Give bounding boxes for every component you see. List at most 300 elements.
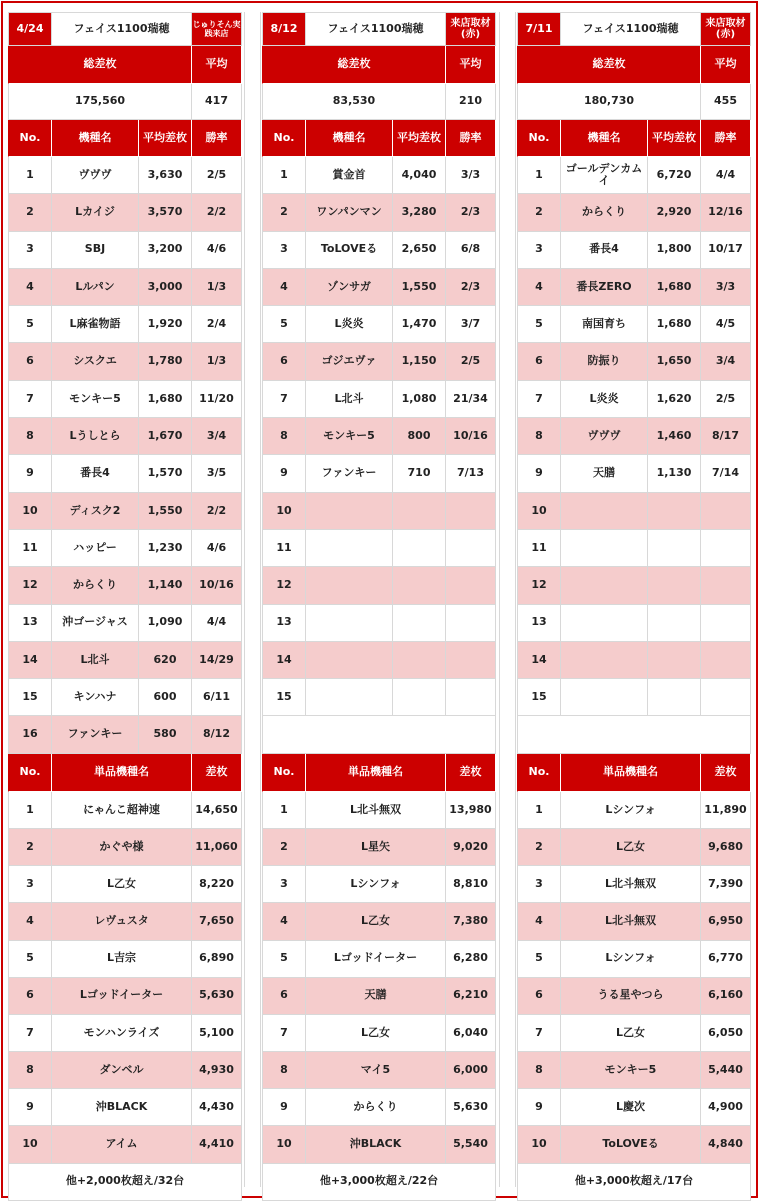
row-avg-diff: 1,670 (139, 418, 192, 455)
table-row (8, 343, 242, 380)
row-no: 6 (8, 343, 52, 380)
single-row (262, 941, 496, 978)
single-row (262, 903, 496, 940)
row-win-rate: 3/5 (192, 455, 242, 492)
row-avg-diff: 3,200 (139, 232, 192, 269)
summary-header-average: 平均 (446, 46, 496, 84)
row-win-rate: 2/3 (446, 269, 496, 306)
row-single-machine: かぐや様 (52, 829, 192, 866)
table-row (262, 269, 496, 306)
row-avg-diff: 1,080 (393, 381, 446, 418)
row-single-machine: モンハンライズ (52, 1015, 192, 1052)
row-machine-name: SBJ (52, 232, 139, 269)
row-single-machine: モンキー5 (561, 1052, 701, 1089)
single-row (517, 1052, 751, 1089)
header-avg-diff: 平均差枚 (139, 120, 192, 157)
row-no: 6 (8, 978, 52, 1015)
row-machine-name: シスクエ (52, 343, 139, 380)
row-win-rate (446, 493, 496, 530)
summary-header-row (8, 46, 242, 84)
row-no: 10 (8, 493, 52, 530)
single-row (8, 792, 242, 829)
single-row (517, 978, 751, 1015)
header-diff: 差枚 (192, 754, 242, 792)
row-diff: 5,630 (192, 978, 242, 1015)
row-no: 2 (262, 829, 306, 866)
row-no: 1 (517, 157, 561, 194)
row-no: 8 (262, 418, 306, 455)
row-no: 9 (517, 1089, 561, 1126)
row-machine-name: 番長ZERO (561, 269, 648, 306)
row-no: 1 (517, 792, 561, 829)
row-no: 7 (262, 381, 306, 418)
row-win-rate: 1/3 (192, 343, 242, 380)
single-row (262, 1015, 496, 1052)
table-row (8, 493, 242, 530)
average-value: 455 (701, 84, 751, 120)
header-win-rate: 勝率 (446, 120, 496, 157)
row-single-machine: アイム (52, 1126, 192, 1163)
row-win-rate: 4/6 (192, 530, 242, 567)
single-row (8, 866, 242, 903)
row-diff: 4,430 (192, 1089, 242, 1126)
row-no: 9 (8, 1089, 52, 1126)
row-avg-diff: 580 (139, 716, 192, 753)
row-avg-diff: 1,570 (139, 455, 192, 492)
table-row (8, 418, 242, 455)
table-row (8, 679, 242, 716)
row-avg-diff: 1,680 (139, 381, 192, 418)
table-row (8, 455, 242, 492)
row-win-rate (446, 530, 496, 567)
row-diff: 7,650 (192, 903, 242, 940)
table-row (517, 493, 751, 530)
row-diff: 5,100 (192, 1015, 242, 1052)
date-label: 7/11 (517, 12, 561, 46)
row-win-rate: 6/11 (192, 679, 242, 716)
single-row (517, 829, 751, 866)
row-diff: 6,040 (446, 1015, 496, 1052)
average-value: 210 (446, 84, 496, 120)
row-no: 4 (517, 269, 561, 306)
table-row (8, 306, 242, 343)
table-row (517, 679, 751, 716)
row-avg-diff (393, 567, 446, 604)
single-row (8, 829, 242, 866)
row-diff: 4,930 (192, 1052, 242, 1089)
row-diff: 8,220 (192, 866, 242, 903)
row-no: 4 (8, 903, 52, 940)
row-win-rate (701, 679, 751, 716)
header-win-rate: 勝率 (192, 120, 242, 157)
panel-title-row (517, 12, 751, 46)
row-win-rate: 8/12 (192, 716, 242, 753)
row-machine-name (561, 605, 648, 642)
row-win-rate (446, 567, 496, 604)
single-row (262, 792, 496, 829)
table-row (517, 306, 751, 343)
row-win-rate: 10/16 (446, 418, 496, 455)
row-no: 13 (517, 605, 561, 642)
row-avg-diff: 620 (139, 642, 192, 679)
row-diff: 11,060 (192, 829, 242, 866)
row-machine-name: ディスク2 (52, 493, 139, 530)
row-diff: 13,980 (446, 792, 496, 829)
table-row (517, 232, 751, 269)
row-machine-name: ヴヴヴ (52, 157, 139, 194)
footer-note: 他+3,000枚超え/17台 (517, 1164, 751, 1201)
row-no: 12 (517, 567, 561, 604)
row-no: 5 (8, 306, 52, 343)
row-win-rate: 2/5 (192, 157, 242, 194)
table-row (517, 605, 751, 642)
header-avg-diff: 平均差枚 (393, 120, 446, 157)
row-diff: 9,680 (701, 829, 751, 866)
row-avg-diff (648, 679, 701, 716)
row-no: 14 (262, 642, 306, 679)
row-diff: 6,210 (446, 978, 496, 1015)
row-avg-diff: 1,150 (393, 343, 446, 380)
header-diff: 差枚 (701, 754, 751, 792)
row-single-machine: うる星やつら (561, 978, 701, 1015)
row-no: 3 (262, 866, 306, 903)
single-row (8, 1015, 242, 1052)
table-row (517, 157, 751, 194)
table-row (517, 269, 751, 306)
table-row (8, 381, 242, 418)
row-win-rate (701, 493, 751, 530)
row-no: 2 (8, 194, 52, 231)
table-row (262, 493, 496, 530)
table-row (8, 716, 242, 753)
row-avg-diff: 1,780 (139, 343, 192, 380)
row-avg-diff: 1,090 (139, 605, 192, 642)
single-row (262, 829, 496, 866)
row-no: 8 (8, 418, 52, 455)
row-no: 1 (8, 157, 52, 194)
header-machine-name: 機種名 (306, 120, 393, 157)
table-row (8, 157, 242, 194)
summary-header-average: 平均 (701, 46, 751, 84)
row-no: 13 (8, 605, 52, 642)
table-row (262, 605, 496, 642)
header-no: No. (517, 754, 561, 792)
row-machine-name: からくり (561, 194, 648, 231)
row-no: 14 (517, 642, 561, 679)
row-single-machine: L星矢 (306, 829, 446, 866)
row-single-machine: L乙女 (561, 1015, 701, 1052)
row-single-machine: からくり (306, 1089, 446, 1126)
table-row (262, 306, 496, 343)
row-machine-name (306, 493, 393, 530)
row-avg-diff: 1,550 (393, 269, 446, 306)
row-machine-name: L北斗 (52, 642, 139, 679)
row-machine-name: ヴヴヴ (561, 418, 648, 455)
table-row (517, 455, 751, 492)
summary-header-total: 総差枚 (262, 46, 446, 84)
row-diff: 6,160 (701, 978, 751, 1015)
header-no: No. (517, 120, 561, 157)
row-avg-diff (648, 605, 701, 642)
row-win-rate (446, 605, 496, 642)
row-avg-diff: 1,230 (139, 530, 192, 567)
header-single-machine: 単品機種名 (52, 754, 192, 792)
row-avg-diff: 3,280 (393, 194, 446, 231)
single-row (262, 1089, 496, 1126)
row-avg-diff: 4,040 (393, 157, 446, 194)
row-win-rate (701, 642, 751, 679)
row-no: 2 (517, 194, 561, 231)
event-tag: じゅりそん実践来店 (192, 12, 242, 46)
row-no: 1 (8, 792, 52, 829)
header-machine-name: 機種名 (52, 120, 139, 157)
panel-1 (8, 12, 242, 1201)
row-avg-diff: 1,680 (648, 269, 701, 306)
table-row (262, 642, 496, 679)
row-no: 6 (517, 343, 561, 380)
row-avg-diff: 3,000 (139, 269, 192, 306)
row-diff: 7,390 (701, 866, 751, 903)
single-row (517, 866, 751, 903)
table-row (8, 642, 242, 679)
row-no: 10 (517, 493, 561, 530)
row-no: 2 (8, 829, 52, 866)
row-no: 13 (262, 605, 306, 642)
row-win-rate: 2/4 (192, 306, 242, 343)
row-avg-diff: 710 (393, 455, 446, 492)
row-machine-name: キンハナ (52, 679, 139, 716)
empty-cell (517, 716, 751, 753)
table-row (262, 157, 496, 194)
row-avg-diff: 1,680 (648, 306, 701, 343)
row-machine-name: L炎炎 (561, 381, 648, 418)
row-no: 10 (262, 1126, 306, 1163)
row-win-rate: 3/7 (446, 306, 496, 343)
row-machine-name (561, 493, 648, 530)
empty-row (517, 716, 751, 753)
table-row (8, 269, 242, 306)
footer-row (262, 1164, 496, 1201)
row-single-machine: L乙女 (52, 866, 192, 903)
row-win-rate: 7/13 (446, 455, 496, 492)
row-win-rate (446, 642, 496, 679)
row-machine-name (306, 530, 393, 567)
row-avg-diff (648, 642, 701, 679)
row-no: 6 (517, 978, 561, 1015)
row-machine-name: L麻雀物語 (52, 306, 139, 343)
row-no: 4 (262, 903, 306, 940)
row-no: 8 (517, 418, 561, 455)
table-row (8, 567, 242, 604)
summary-header-row (517, 46, 751, 84)
row-no: 5 (517, 941, 561, 978)
row-no: 7 (517, 381, 561, 418)
table-row (8, 232, 242, 269)
header-no: No. (262, 754, 306, 792)
row-avg-diff: 1,470 (393, 306, 446, 343)
row-single-machine: L乙女 (561, 829, 701, 866)
row-avg-diff: 2,920 (648, 194, 701, 231)
row-win-rate (701, 530, 751, 567)
row-single-machine: Lシンフォ (306, 866, 446, 903)
row-no: 9 (517, 455, 561, 492)
row-avg-diff (393, 679, 446, 716)
row-diff: 5,540 (446, 1126, 496, 1163)
single-row (517, 1089, 751, 1126)
table-row (517, 567, 751, 604)
date-label: 4/24 (8, 12, 52, 46)
row-single-machine: L吉宗 (52, 941, 192, 978)
row-machine-name: L北斗 (306, 381, 393, 418)
single-row (517, 1126, 751, 1163)
row-no: 8 (8, 1052, 52, 1089)
row-diff: 6,770 (701, 941, 751, 978)
header-no: No. (8, 120, 52, 157)
row-single-machine: ダンベル (52, 1052, 192, 1089)
table-row (262, 232, 496, 269)
row-machine-name: ハッピー (52, 530, 139, 567)
row-single-machine: Lゴッドイーター (52, 978, 192, 1015)
row-machine-name: 番長4 (561, 232, 648, 269)
single-row (517, 903, 751, 940)
single-row (8, 1052, 242, 1089)
row-win-rate: 3/3 (701, 269, 751, 306)
row-avg-diff: 1,140 (139, 567, 192, 604)
panel-3 (517, 12, 751, 1201)
table-row (262, 679, 496, 716)
row-single-machine: レヴュスタ (52, 903, 192, 940)
row-avg-diff: 600 (139, 679, 192, 716)
single-row (262, 1126, 496, 1163)
footer-row (8, 1164, 242, 1201)
table-row (262, 343, 496, 380)
row-win-rate: 2/3 (446, 194, 496, 231)
row-machine-name: ToLOVEる (306, 232, 393, 269)
row-diff: 4,410 (192, 1126, 242, 1163)
row-win-rate: 8/17 (701, 418, 751, 455)
summary-header-row (262, 46, 496, 84)
header-single-machine: 単品機種名 (306, 754, 446, 792)
row-win-rate (701, 567, 751, 604)
row-no: 10 (517, 1126, 561, 1163)
single-row (262, 1052, 496, 1089)
row-machine-name: Lカイジ (52, 194, 139, 231)
footer-note: 他+2,000枚超え/32台 (8, 1164, 242, 1201)
row-no: 3 (8, 866, 52, 903)
row-no: 6 (262, 978, 306, 1015)
row-no: 5 (262, 941, 306, 978)
row-diff: 4,840 (701, 1126, 751, 1163)
row-win-rate: 10/17 (701, 232, 751, 269)
row-diff: 6,000 (446, 1052, 496, 1089)
row-avg-diff: 2,650 (393, 232, 446, 269)
date-label: 8/12 (262, 12, 306, 46)
row-machine-name: からくり (52, 567, 139, 604)
table-row (517, 530, 751, 567)
table-row (517, 418, 751, 455)
table-row (517, 642, 751, 679)
row-win-rate: 4/5 (701, 306, 751, 343)
header-avg-diff: 平均差枚 (648, 120, 701, 157)
row-machine-name (561, 642, 648, 679)
row-machine-name (306, 605, 393, 642)
row-no: 12 (262, 567, 306, 604)
row-win-rate: 1/3 (192, 269, 242, 306)
row-machine-name: Lルパン (52, 269, 139, 306)
row-avg-diff (393, 642, 446, 679)
header-single-machine: 単品機種名 (561, 754, 701, 792)
header-no: No. (262, 120, 306, 157)
row-avg-diff: 1,800 (648, 232, 701, 269)
row-avg-diff: 1,620 (648, 381, 701, 418)
table-row (8, 605, 242, 642)
row-avg-diff: 1,550 (139, 493, 192, 530)
row-no: 10 (8, 1126, 52, 1163)
row-single-machine: Lゴッドイーター (306, 941, 446, 978)
row-no: 9 (262, 455, 306, 492)
event-tag: 来店取材(赤) (446, 12, 496, 46)
row-no: 7 (8, 1015, 52, 1052)
single-row (8, 1126, 242, 1163)
total-diff-value: 175,560 (8, 84, 192, 120)
row-win-rate: 4/6 (192, 232, 242, 269)
row-machine-name: 天膳 (561, 455, 648, 492)
row-win-rate: 3/4 (701, 343, 751, 380)
row-no: 8 (517, 1052, 561, 1089)
row-avg-diff: 800 (393, 418, 446, 455)
row-avg-diff (393, 605, 446, 642)
row-avg-diff: 1,650 (648, 343, 701, 380)
row-single-machine: 天膳 (306, 978, 446, 1015)
total-diff-value: 83,530 (262, 84, 446, 120)
row-machine-name: ゾンサガ (306, 269, 393, 306)
row-win-rate: 14/29 (192, 642, 242, 679)
single-row (8, 1089, 242, 1126)
header-machine-name: 機種名 (561, 120, 648, 157)
row-no: 3 (262, 232, 306, 269)
row-diff: 4,900 (701, 1089, 751, 1126)
row-win-rate: 3/4 (192, 418, 242, 455)
row-avg-diff: 3,570 (139, 194, 192, 231)
row-single-machine: L北斗無双 (561, 866, 701, 903)
row-machine-name: Lうしとら (52, 418, 139, 455)
row-diff: 7,380 (446, 903, 496, 940)
row-no: 6 (262, 343, 306, 380)
row-machine-name: L炎炎 (306, 306, 393, 343)
row-no: 3 (8, 232, 52, 269)
store-name: フェイス1100瑞穂 (52, 12, 192, 46)
average-value: 417 (192, 84, 242, 120)
row-no: 2 (262, 194, 306, 231)
table-row (262, 530, 496, 567)
single-table-header (262, 754, 496, 792)
row-machine-name: モンキー5 (52, 381, 139, 418)
row-single-machine: にゃんこ超神速 (52, 792, 192, 829)
footer-note: 他+3,000枚超え/22台 (262, 1164, 496, 1201)
row-no: 12 (8, 567, 52, 604)
row-machine-name: 賞金首 (306, 157, 393, 194)
row-no: 4 (262, 269, 306, 306)
row-machine-name: ワンパンマン (306, 194, 393, 231)
single-row (262, 866, 496, 903)
empty-cell (262, 716, 496, 753)
row-no: 16 (8, 716, 52, 753)
header-no: No. (8, 754, 52, 792)
row-no: 7 (517, 1015, 561, 1052)
table-row (517, 343, 751, 380)
row-machine-name: 沖ゴージャス (52, 605, 139, 642)
panel-2 (262, 12, 496, 1201)
